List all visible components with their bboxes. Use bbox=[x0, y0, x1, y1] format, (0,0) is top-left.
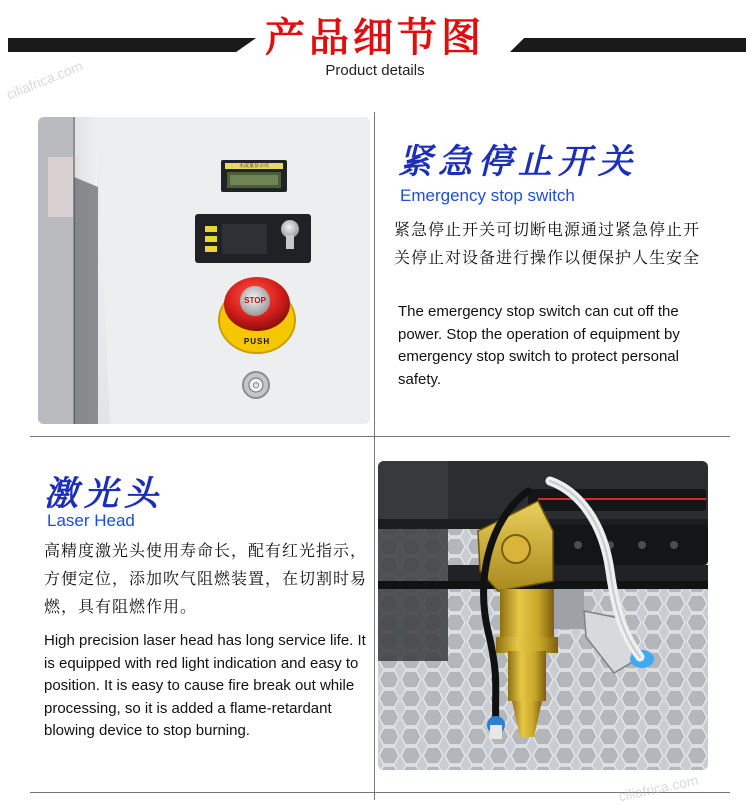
svg-text:⏻: ⏻ bbox=[252, 381, 260, 390]
page-title: 产品细节图 bbox=[265, 14, 485, 61]
watermark-top-left: ciliafrica.com bbox=[3, 57, 85, 103]
stop-button-label: STOP bbox=[244, 296, 266, 305]
emergency-stop-subheading: Emergency stop switch bbox=[400, 186, 575, 205]
control-panel-illustration bbox=[38, 117, 370, 424]
emergency-stop-heading: 紧急停止开关 bbox=[398, 142, 638, 182]
emergency-stop-description-en: The emergency stop switch can cut off the power. Stop the operation of equipment by emergency stop switch to protect personal safety. bbox=[398, 303, 680, 388]
page-subtitle: Product details bbox=[325, 62, 425, 79]
laser-head-illustration bbox=[378, 461, 708, 770]
watermark-bottom-right: ciliafrica.com bbox=[617, 771, 700, 804]
push-ring-label: PUSH bbox=[243, 337, 271, 346]
flow-meter-label: 水流量显示仪 bbox=[238, 163, 269, 169]
laser-head-photo bbox=[378, 461, 708, 770]
laser-head-heading: 激光头 bbox=[44, 474, 164, 514]
emergency-stop-photo bbox=[38, 117, 370, 424]
emergency-stop-description-cn: 紧急停止开关可切断电源通过紧急停止开关停止对设备进行操作以便保护人生安全 bbox=[394, 220, 701, 267]
divider-vertical-top bbox=[374, 112, 375, 436]
laser-head-description-cn: 高精度激光头使用寿命长，配有红光指示，方便定位，添加吹气阻燃装置，在切割时易燃，具有阻燃作用。 bbox=[44, 541, 368, 616]
laser-head-subheading: Laser Head bbox=[47, 511, 135, 530]
laser-head-description-en: High precision laser head has long service life. It is equipped with red light indication and easy to position. It is easy to cause fire break out while processing, so it is added a flame-retardant blowing device to stop burning. bbox=[44, 632, 366, 739]
divider-vertical-bottom bbox=[374, 436, 375, 800]
divider-horizontal-middle bbox=[30, 436, 730, 437]
